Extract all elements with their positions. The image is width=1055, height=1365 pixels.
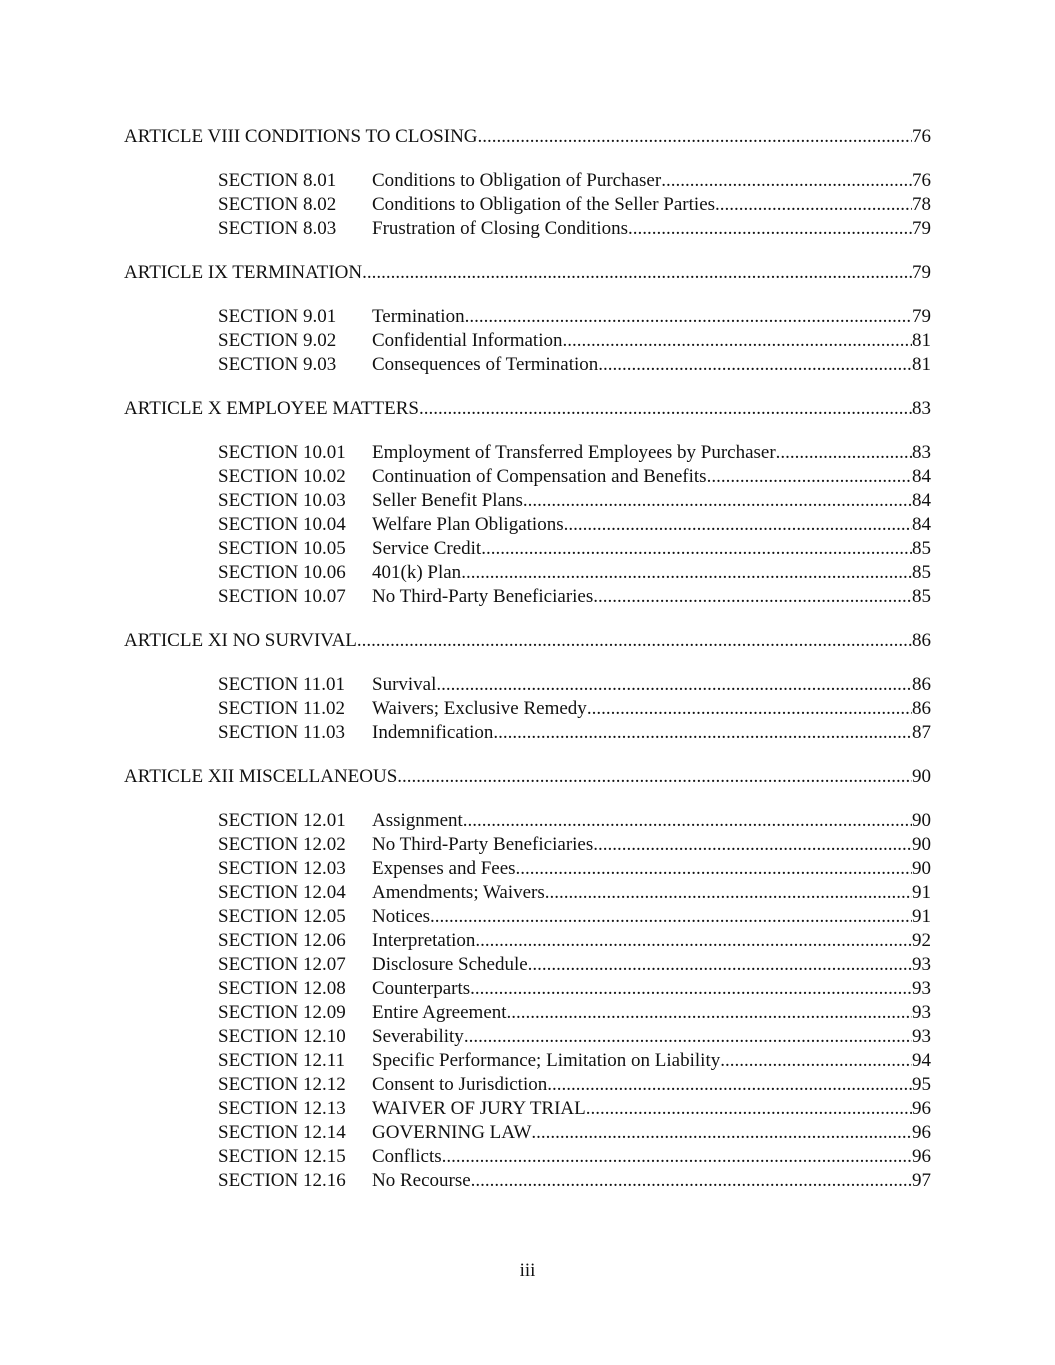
section-number: SECTION 12.02 [218, 834, 346, 855]
toc-section-entry[interactable] [218, 1169, 931, 1193]
dot-leader [397, 765, 912, 789]
section-list [124, 809, 931, 1193]
toc-section-entry[interactable] [218, 929, 931, 953]
section-number: SECTION 10.07 [218, 586, 346, 607]
section-page-number: 90 [912, 810, 931, 831]
article-title: ARTICLE IX TERMINATION [124, 262, 363, 283]
toc-section-entry[interactable] [218, 1025, 931, 1049]
section-title: No Recourse [372, 1170, 471, 1191]
section-title: Service Credit [372, 538, 482, 559]
dot-leader [545, 881, 912, 905]
dot-leader [507, 1001, 912, 1025]
dot-leader [442, 1145, 912, 1169]
section-title: Continuation of Compensation and Benefits [372, 466, 707, 487]
section-number: SECTION 9.01 [218, 306, 337, 327]
toc-section-entry[interactable] [218, 217, 931, 241]
dot-leader [475, 929, 912, 953]
section-title: Conditions to Obligation of the Seller Parties [372, 194, 716, 215]
dot-leader [481, 537, 912, 561]
section-page-number: 87 [912, 722, 931, 743]
section-page-number: 81 [912, 354, 931, 375]
section-page-number: 91 [912, 882, 931, 903]
article-page-number: 90 [912, 766, 931, 787]
dot-leader [598, 353, 912, 377]
section-page-number: 78 [912, 194, 931, 215]
section-page-number: 85 [912, 586, 931, 607]
section-number: SECTION 12.07 [218, 954, 346, 975]
section-list [124, 305, 931, 377]
toc-section-entry[interactable] [218, 977, 931, 1001]
toc-section-entry[interactable] [218, 1001, 931, 1025]
section-page-number: 85 [912, 538, 931, 559]
toc-section-entry[interactable] [218, 1097, 931, 1121]
dot-leader [564, 513, 912, 537]
section-title: Consent to Jurisdiction [372, 1074, 548, 1095]
section-page-number: 84 [912, 490, 931, 511]
dot-leader [562, 329, 912, 353]
article-title: ARTICLE XI NO SURVIVAL [124, 630, 357, 651]
dot-leader [464, 1025, 912, 1049]
toc-section-entry[interactable] [218, 561, 931, 585]
section-page-number: 76 [912, 170, 931, 191]
section-list [124, 441, 931, 609]
section-number: SECTION 8.01 [218, 170, 337, 191]
dot-leader [465, 305, 912, 329]
dot-leader [715, 193, 912, 217]
section-number: SECTION 12.12 [218, 1074, 346, 1095]
toc-section-entry[interactable] [218, 585, 931, 609]
section-number: SECTION 10.04 [218, 514, 346, 535]
dot-leader [419, 397, 912, 421]
dot-leader [463, 809, 912, 833]
section-list [124, 673, 931, 745]
section-title: Entire Agreement [372, 1002, 507, 1023]
section-title: Welfare Plan Obligations [372, 514, 564, 535]
section-title: Confidential Information [372, 330, 563, 351]
section-number: SECTION 12.14 [218, 1122, 346, 1143]
toc-article-entry[interactable] [124, 397, 931, 421]
section-page-number: 90 [912, 858, 931, 879]
article-title: ARTICLE X EMPLOYEE MATTERS [124, 398, 419, 419]
toc-section-entry[interactable] [218, 1049, 931, 1073]
dot-leader [478, 125, 912, 149]
section-page-number: 94 [912, 1050, 931, 1071]
toc-section-entry[interactable] [218, 329, 931, 353]
section-page-number: 95 [912, 1074, 931, 1095]
section-page-number: 79 [912, 306, 931, 327]
toc-section-entry[interactable] [218, 881, 931, 905]
section-number: SECTION 10.03 [218, 490, 346, 511]
toc-section-entry[interactable] [218, 1145, 931, 1169]
section-title: Frustration of Closing Conditions [372, 218, 628, 239]
dot-leader [587, 697, 912, 721]
section-title: No Third-Party Beneficiaries [372, 586, 594, 607]
section-page-number: 92 [912, 930, 931, 951]
article-page-number: 83 [912, 398, 931, 419]
toc-section-entry[interactable] [218, 809, 931, 833]
dot-leader [593, 833, 912, 857]
section-number: SECTION 12.01 [218, 810, 346, 831]
section-number: SECTION 10.01 [218, 442, 346, 463]
section-number: SECTION 12.11 [218, 1050, 346, 1071]
section-number: SECTION 12.13 [218, 1098, 346, 1119]
section-number: SECTION 12.05 [218, 906, 346, 927]
toc-section-entry[interactable] [218, 537, 931, 561]
section-page-number: 81 [912, 330, 931, 351]
section-number: SECTION 12.03 [218, 858, 346, 879]
section-page-number: 91 [912, 906, 931, 927]
section-page-number: 86 [912, 674, 931, 695]
toc-section-entry[interactable] [218, 1121, 931, 1145]
section-number: SECTION 12.15 [218, 1146, 346, 1167]
section-number: SECTION 9.03 [218, 354, 337, 375]
dot-leader [362, 261, 912, 285]
article-title: ARTICLE XII MISCELLANEOUS [124, 766, 398, 787]
section-title: Expenses and Fees [372, 858, 516, 879]
section-number: SECTION 12.06 [218, 930, 346, 951]
toc-section-entry[interactable] [218, 697, 931, 721]
toc-section-entry[interactable] [218, 193, 931, 217]
section-page-number: 85 [912, 562, 931, 583]
section-title: GOVERNING LAW [372, 1122, 532, 1143]
dot-leader [436, 673, 912, 697]
toc-section-entry[interactable] [218, 169, 931, 193]
section-number: SECTION 11.01 [218, 674, 346, 695]
toc-section-entry[interactable] [218, 905, 931, 929]
dot-leader [531, 1121, 912, 1145]
section-number: SECTION 11.02 [218, 698, 346, 719]
dot-leader [471, 1169, 912, 1193]
section-title: Assignment [372, 810, 463, 831]
section-number: SECTION 8.03 [218, 218, 337, 239]
table-of-contents [124, 125, 931, 1213]
section-title: Interpretation [372, 930, 476, 951]
section-page-number: 84 [912, 466, 931, 487]
section-title: Conditions to Obligation of Purchaser [372, 170, 662, 191]
dot-leader [357, 629, 912, 653]
dot-leader [776, 441, 912, 465]
section-title: Disclosure Schedule [372, 954, 528, 975]
toc-section-entry[interactable] [218, 353, 931, 377]
article-page-number: 86 [912, 630, 931, 651]
article-page-number: 79 [912, 262, 931, 283]
section-page-number: 93 [912, 1026, 931, 1047]
toc-section-entry[interactable] [218, 305, 931, 329]
dot-leader [498, 721, 912, 745]
dot-leader [593, 585, 912, 609]
dot-leader [720, 1049, 912, 1073]
section-page-number: 93 [912, 1002, 931, 1023]
section-title: Notices [372, 906, 431, 927]
section-number: SECTION 11.03 [218, 722, 346, 743]
dot-leader [516, 857, 912, 881]
section-title: Specific Performance; Limitation on Liability [372, 1050, 721, 1071]
section-number: SECTION 8.02 [218, 194, 337, 215]
toc-section-entry[interactable] [218, 465, 931, 489]
section-title: Waivers; Exclusive Remedy [372, 698, 587, 719]
dot-leader [528, 953, 912, 977]
section-page-number: 93 [912, 954, 931, 975]
article-title: ARTICLE VIII CONDITIONS TO CLOSING [124, 126, 478, 147]
section-title: Counterparts [372, 978, 471, 999]
section-number: SECTION 10.05 [218, 538, 346, 559]
section-page-number: 83 [912, 442, 931, 463]
section-number: SECTION 12.10 [218, 1026, 346, 1047]
toc-section-entry[interactable] [218, 953, 931, 977]
section-number: SECTION 12.08 [218, 978, 346, 999]
section-title: Severability [372, 1026, 464, 1047]
section-title: No Third-Party Beneficiaries [372, 834, 594, 855]
section-title: Indemnification. [372, 722, 499, 743]
toc-article-entry[interactable] [124, 125, 931, 149]
section-page-number: 96 [912, 1098, 931, 1119]
toc-article-entry[interactable] [124, 629, 931, 653]
section-page-number: 93 [912, 978, 931, 999]
dot-leader [628, 217, 912, 241]
section-page-number: 96 [912, 1122, 931, 1143]
toc-section-entry[interactable] [218, 489, 931, 513]
toc-article-entry[interactable] [124, 765, 931, 789]
page-number: iii [519, 1260, 536, 1281]
toc-section-entry[interactable] [218, 857, 931, 881]
section-title: Survival [372, 674, 437, 695]
section-title: Consequences of Termination [372, 354, 599, 375]
section-title: 401(k) Plan [372, 562, 462, 583]
section-number: SECTION 12.09 [218, 1002, 346, 1023]
dot-leader [430, 905, 912, 929]
section-title: WAIVER OF JURY TRIAL [372, 1098, 586, 1119]
section-page-number: 90 [912, 834, 931, 855]
section-page-number: 79 [912, 218, 931, 239]
section-number: SECTION 12.16 [218, 1170, 346, 1191]
toc-section-entry[interactable] [218, 721, 931, 745]
section-number: SECTION 10.06 [218, 562, 346, 583]
toc-section-entry[interactable] [218, 441, 931, 465]
dot-leader [586, 1097, 912, 1121]
toc-section-entry[interactable] [218, 513, 931, 537]
section-number: SECTION 9.02 [218, 330, 337, 351]
section-page-number: 86 [912, 698, 931, 719]
section-list [124, 169, 931, 241]
section-title: Employment of Transferred Employees by Purchaser [372, 442, 776, 463]
section-title: Termination [372, 306, 465, 327]
section-page-number: 84 [912, 514, 931, 535]
dot-leader [461, 561, 912, 585]
dot-leader [661, 169, 912, 193]
toc-section-entry[interactable] [218, 673, 931, 697]
dot-leader [470, 977, 912, 1001]
dot-leader [523, 489, 912, 513]
toc-section-entry[interactable] [218, 1073, 931, 1097]
section-number: SECTION 10.02 [218, 466, 346, 487]
section-title: Conflicts [372, 1146, 442, 1167]
toc-section-entry[interactable] [218, 833, 931, 857]
dot-leader [547, 1073, 912, 1097]
toc-article-entry[interactable] [124, 261, 931, 285]
section-page-number: 97 [912, 1170, 931, 1191]
article-page-number: 76 [912, 126, 931, 147]
dot-leader [707, 465, 912, 489]
section-title: Amendments; Waivers [372, 882, 545, 903]
section-number: SECTION 12.04 [218, 882, 346, 903]
section-page-number: 96 [912, 1146, 931, 1167]
section-title: Seller Benefit Plans [372, 490, 523, 511]
